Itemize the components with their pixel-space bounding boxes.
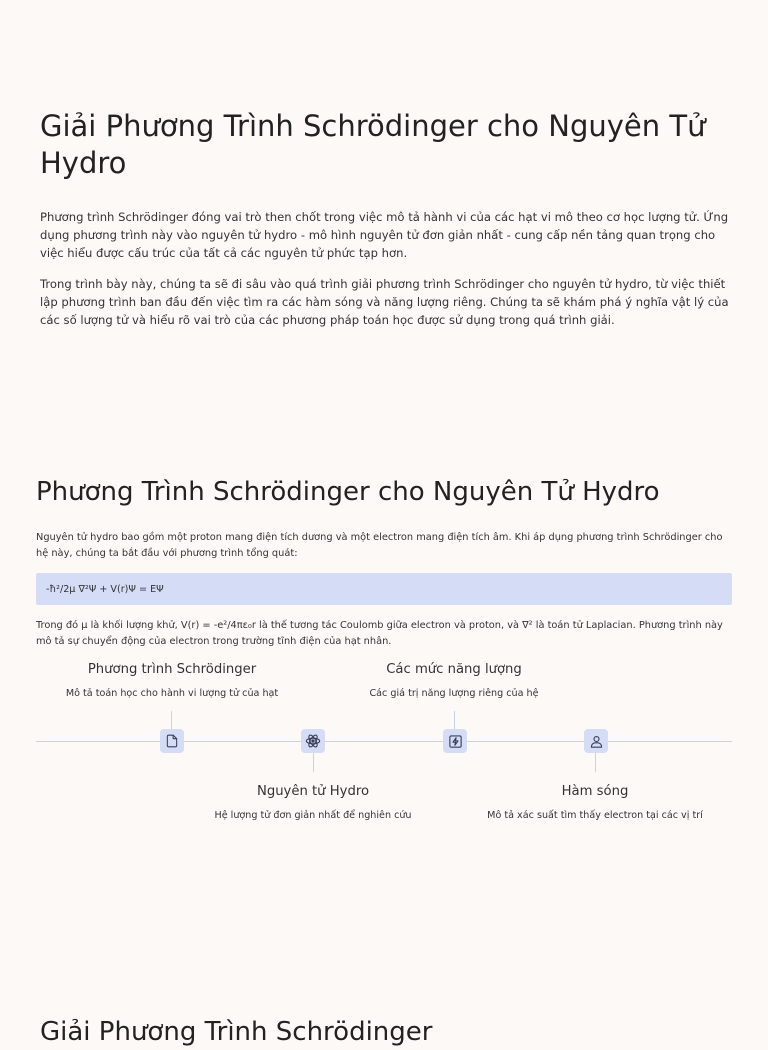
page-title: Giải Phương Trình Schrödinger cho Nguyên Tử Hydro	[40, 109, 706, 180]
intro-section	[40, 108, 730, 329]
next-section-title: Giải Phương Trình Schrödinger	[40, 1017, 433, 1047]
timeline-item-title: Các mức năng lượng	[386, 662, 522, 677]
timeline-node-3	[443, 729, 467, 753]
user-icon	[589, 734, 604, 749]
timeline-axis	[36, 741, 732, 742]
timeline-node-2	[301, 729, 325, 753]
timeline-item-schrodinger-equation	[52, 662, 292, 701]
timeline-item-title: Phương trình Schrödinger	[87, 662, 257, 677]
equation-box	[36, 573, 732, 605]
intro-paragraph-2: Trong trình bày này, chúng ta sẽ đi sâu vào quá trình giải phương trình Schrödinger cho nguyên tử hydro, từ việc thiết lập phương trình ban đầu đến việc tìm ra các hàm sóng và năng lượng riêng. Chúng ta sẽ khám phá ý nghĩa vật lý của các số lượng tử và hiểu rõ vai trò của các phương pháp toán học được sử dụng trong quá trình giải.	[40, 277, 729, 327]
concept-timeline	[36, 656, 732, 836]
section-title: Phương Trình Schrödinger cho Nguyên Tử Hydro	[36, 477, 660, 507]
timeline-item-desc: Hệ lượng tử đơn giản nhất để nghiên cứu	[214, 810, 412, 821]
timeline-item-wave-function	[475, 784, 715, 823]
schrodinger-equation: -ħ²/2μ ∇²Ψ + V(r)Ψ = EΨ	[46, 583, 164, 595]
timeline-item-desc: Mô tả xác suất tìm thấy electron tại các vị trí	[487, 810, 703, 821]
lightning-icon	[448, 734, 463, 749]
timeline-item-title: Hàm sóng	[561, 784, 629, 799]
atom-icon	[305, 733, 321, 749]
timeline-stem	[313, 753, 314, 772]
timeline-stem	[454, 711, 455, 730]
equation-section	[36, 474, 732, 650]
intro-paragraph-1: Phương trình Schrödinger đóng vai trò then chốt trong việc mô tả hành vi của các hạt vi mô theo cơ học lượng tử. Ứng dụng phương trình này vào nguyên tử hydro - mô hình nguyên tử đơn giản nhất - cung cấp nền tảng quan trọng cho việc hiểu được cấu trúc của tất cả các nguyên tử phức tạp hơn.	[40, 210, 729, 260]
timeline-stem	[171, 711, 172, 730]
timeline-stem	[595, 753, 596, 772]
document-icon	[165, 734, 179, 748]
timeline-node-4	[584, 729, 608, 753]
timeline-node-1	[160, 729, 184, 753]
equation-intro: Nguyên tử hydro bao gồm một proton mang điện tích dương và một electron mang điện tích âm. Khi áp dụng phương trình Schrödinger cho hệ này, chúng ta bắt đầu với phương trình tổng quát:	[36, 532, 723, 559]
equation-explanation: Trong đó μ là khối lượng khử, V(r) = -e²/4πε₀r là thế tương tác Coulomb giữa electron và proton, và ∇² là toán tử Laplacian. Phương trình này mô tả sự chuyển động của electron trong trường tĩnh điện của hạt nhân.	[36, 620, 723, 647]
timeline-item-desc: Các giá trị năng lượng riêng của hệ	[369, 688, 539, 699]
timeline-item-title: Nguyên tử Hydro	[256, 784, 370, 799]
timeline-item-hydrogen-atom	[193, 784, 433, 823]
timeline-item-energy-levels	[334, 662, 574, 701]
timeline-item-desc: Mô tả toán học cho hành vi lượng tử của hạt	[65, 688, 279, 699]
